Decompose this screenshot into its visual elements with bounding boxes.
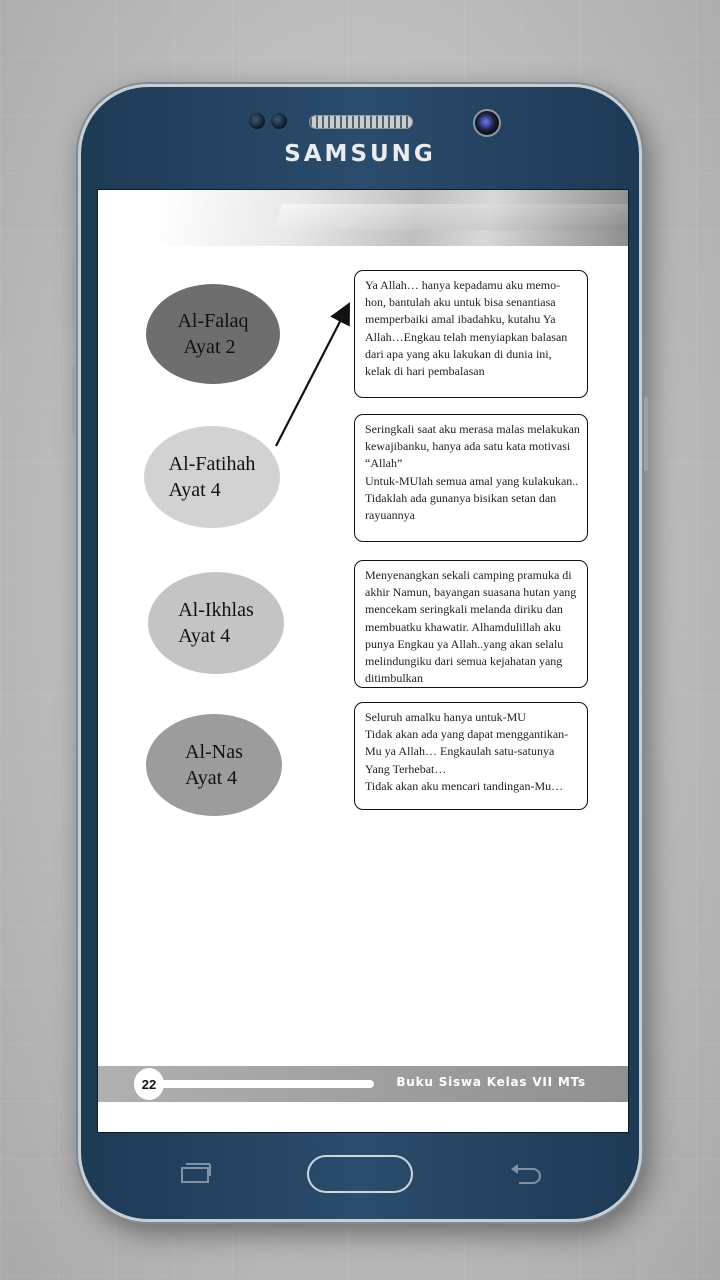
surah-oval-al-fatihah xyxy=(144,426,280,528)
front-camera-icon xyxy=(473,109,501,137)
book-title: Buku Siswa Kelas VII MTs xyxy=(396,1075,586,1089)
earpiece-speaker xyxy=(309,115,413,129)
prayer-text-line: Menyenangkan sekali camping pramuka di xyxy=(365,568,572,582)
prayer-text-line: Tidaklah ada gunanya bisikan setan dan xyxy=(365,490,557,505)
prayer-text-line: Tidak akan ada yang dapat menggantikan- xyxy=(365,727,569,742)
ayat-label: Ayat 4 xyxy=(168,479,221,501)
page-number: 22 xyxy=(134,1068,164,1100)
prayer-text-line: hon, bantulah aku untuk bisa senantiasa xyxy=(365,295,556,310)
surah-name: Al-Fatihah xyxy=(168,453,256,475)
prayer-text-line: kewajibanku, hanya ada satu kata motivasi xyxy=(365,439,571,454)
prayer-text-line: Allah…Engkau telah menyiapkan balasan xyxy=(365,329,568,344)
prayer-text-line: Untuk-MUlah semua amal yang kulakukan.. xyxy=(365,473,579,488)
recent-apps-icon[interactable] xyxy=(181,1162,211,1184)
prayer-text-line: “Allah” xyxy=(365,456,403,471)
prayer-text-line: dari apa yang aku lakukan di dunia ini, xyxy=(365,346,552,361)
prayer-text-line: ditimbulkan xyxy=(365,671,423,686)
prayer-text-line: kelak di hari pembalasan xyxy=(365,364,485,379)
prayer-text-line: akhir Namun, bayangan suasana hutan yang xyxy=(365,585,577,600)
surah-name: Al-Nas xyxy=(185,741,243,763)
prayer-text-box xyxy=(354,560,588,688)
prayer-text-line: mencekam seringkali melanda diriku dan xyxy=(365,602,563,617)
prayer-text-box xyxy=(354,270,588,398)
home-button[interactable] xyxy=(307,1155,413,1193)
prayer-text-line: Yang Terhebat… xyxy=(365,761,447,776)
bixby-button xyxy=(72,365,76,435)
progress-bar xyxy=(158,1080,374,1088)
prayer-text-line: punya Engkau ya Allah..yang akan selalu xyxy=(365,636,564,651)
prayer-text-line: membuatku khawatir. Alhamdulillah aku xyxy=(365,619,561,634)
surah-name: Al-Ikhlas xyxy=(178,599,254,621)
page-footer xyxy=(98,1066,628,1102)
prayer-text-line: Seringkali saat aku merasa malas melakukan xyxy=(365,422,580,436)
surah-oval-al-ikhlas xyxy=(148,572,284,674)
prayer-text-line: memperbaiki amal ibadahku, kutahu Ya xyxy=(365,312,556,327)
prayer-text-line: rayuannya xyxy=(365,508,415,523)
ayat-label: Ayat 2 xyxy=(183,336,236,358)
prayer-text-box xyxy=(354,414,588,542)
back-icon[interactable] xyxy=(509,1163,543,1185)
ayat-label: Ayat 4 xyxy=(178,625,231,647)
prayer-text-line: Tidak akan aku mencari tandingan-Mu… xyxy=(365,778,564,793)
ayat-label: Ayat 4 xyxy=(185,767,238,789)
surah-name: Al-Falaq xyxy=(177,310,249,332)
proximity-sensor-icon xyxy=(249,113,265,129)
surah-oval-al-nas xyxy=(146,714,282,816)
volume-button xyxy=(72,257,76,327)
prayer-text-line: Mu ya Allah… Engkaulah satu-satunya xyxy=(365,744,555,759)
brand-logo: SAMSUNG xyxy=(284,141,436,167)
light-sensor-icon xyxy=(271,113,287,129)
prayer-text-line: Seluruh amalku hanya untuk-MU xyxy=(365,710,526,724)
prayer-text-line: melindungiku dari semua kejahatan yang xyxy=(365,654,563,669)
prayer-text-box xyxy=(354,702,588,810)
prayer-text-line: Ya Allah… hanya kepadamu aku memo- xyxy=(365,278,561,292)
power-button xyxy=(644,397,648,471)
surah-oval-al-falaq xyxy=(146,284,280,384)
screen xyxy=(97,189,629,1133)
phone-frame xyxy=(78,84,642,1222)
